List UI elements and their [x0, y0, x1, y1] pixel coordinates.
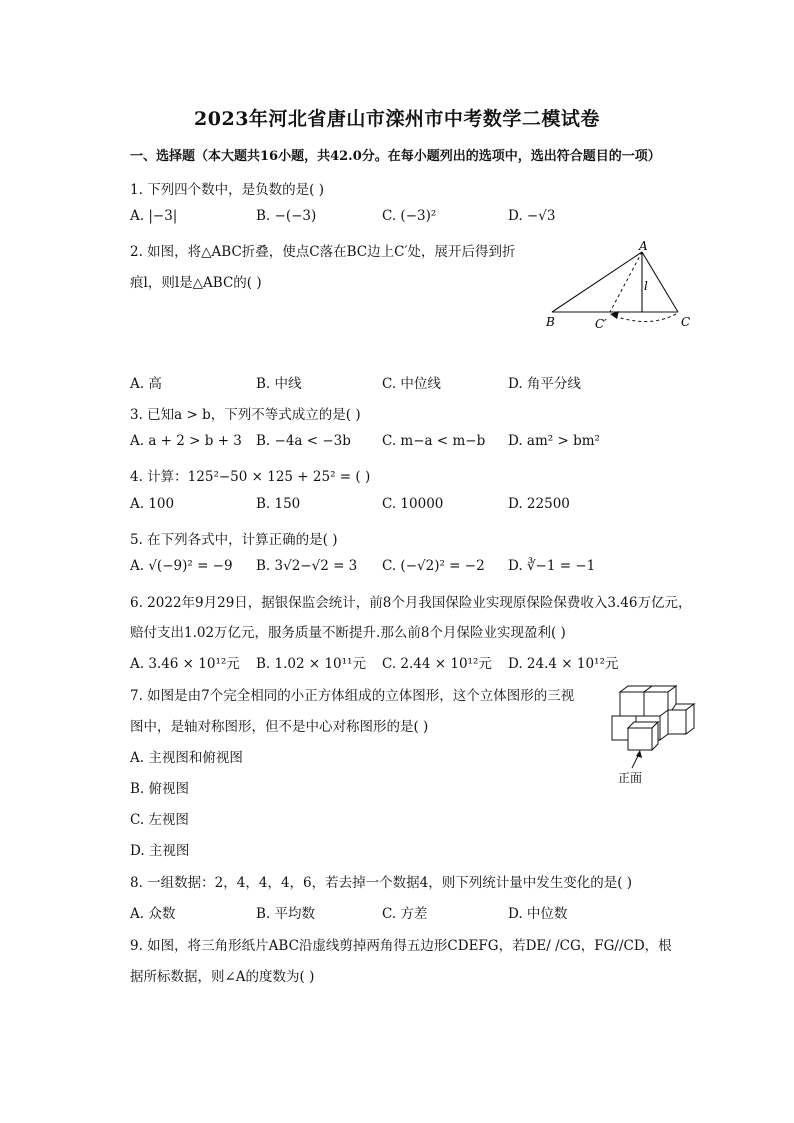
- label-a: A: [639, 239, 648, 253]
- question-3-stem: 3. 已知a > b，下列不等式成立的是( ): [130, 407, 361, 423]
- q8-option-a: A. 众数: [130, 906, 176, 922]
- folded-side-dashed: [610, 252, 642, 312]
- label-l: l: [644, 279, 648, 293]
- question-2-stem-line2: 痕l，则l是△ABC的( ): [130, 275, 262, 291]
- q2-option-b: B. 中线: [256, 376, 302, 392]
- q5-option-b: B. 3√2−√2 = 3: [256, 558, 358, 574]
- question-6-options: [130, 652, 690, 672]
- section-heading: 一、选择题（本大题共16小题，共42.0分。在每小题列出的选项中，选出符合题目的一项）: [130, 149, 661, 164]
- question-6-stem-line2: 赔付支出1.02万亿元，服务质量不断提升.那么前8个月保险业实现盈利( ): [130, 625, 566, 641]
- q7-option-d: D. 主视图: [130, 843, 190, 859]
- q6-option-d: D. 24.4 × 10¹²元: [508, 656, 619, 672]
- triangle-fold-figure: [540, 238, 700, 338]
- question-2-options: [130, 372, 690, 392]
- q5-option-d: D. ∛−1 = −1: [508, 558, 596, 574]
- q5-option-c: C. (−√2)² = −2: [382, 558, 485, 574]
- label-c: C: [681, 315, 691, 329]
- page-title: 2023年河北省唐山市滦州市中考数学二模试卷: [194, 108, 600, 130]
- q4-option-d: D. 22500: [508, 496, 570, 512]
- question-4-stem: 4. 计算：125²−50 × 125 + 25² = ( ): [130, 469, 371, 485]
- q4-option-a: A. 100: [130, 496, 175, 512]
- q7-option-b: B. 俯视图: [130, 781, 190, 797]
- question-1-options: [130, 208, 690, 228]
- question-1-stem: 1. 下列四个数中，是负数的是( ): [130, 182, 324, 198]
- label-c-prime: C′: [595, 317, 607, 331]
- q3-option-d: D. am² > bm²: [508, 433, 600, 449]
- q8-option-b: B. 平均数: [256, 906, 316, 922]
- question-5-options: [130, 558, 690, 578]
- cube-face-6: [628, 728, 652, 750]
- label-b: B: [546, 315, 555, 329]
- q6-option-a: A. 3.46 × 10¹²元: [130, 656, 240, 672]
- cube-face-1: [620, 692, 644, 716]
- fold-arc: [614, 314, 676, 322]
- q1-option-b: B. −(−3): [256, 208, 317, 224]
- question-4-options: [130, 496, 690, 516]
- q2-option-c: C. 中位线: [382, 376, 441, 392]
- question-2-stem-line1: 2. 如图，将△ABC折叠，使点C落在BC边上C′处，展开后得到折: [130, 244, 516, 260]
- q4-option-c: C. 10000: [382, 496, 444, 512]
- question-3-options: [130, 433, 690, 453]
- front-label: 正面: [618, 771, 643, 785]
- cube-side-3: [686, 704, 694, 734]
- q1-option-c: C. (−3)²: [382, 208, 437, 224]
- q1-option-d: D. −√3: [508, 208, 556, 224]
- q6-option-c: C. 2.44 × 10¹²元: [382, 656, 492, 672]
- question-5-stem: 5. 在下列各式中，计算正确的是( ): [130, 532, 338, 548]
- question-9-stem-line1: 9. 如图，将三角形纸片ABC沿虚线剪掉两角得五边形CDEFG，若DE/ /CG，FG//CD，根: [130, 938, 672, 954]
- q2-option-a: A. 高: [130, 376, 162, 392]
- question-9-stem-line2: 据所标数据，则∠A的度数为( ): [130, 969, 315, 985]
- q8-option-c: C. 方差: [382, 906, 428, 922]
- q1-option-a: A. |−3|: [130, 208, 178, 224]
- cube-stack-figure: [606, 684, 706, 788]
- q8-option-d: D. 中位数: [508, 906, 568, 922]
- q3-option-a: A. a + 2 > b + 3: [130, 433, 242, 449]
- q7-option-c: C. 左视图: [130, 812, 189, 828]
- q7-option-a: A. 主视图和俯视图: [130, 750, 243, 766]
- question-7-stem-line1: 7. 如图是由7个完全相同的小正方体组成的立体图形，这个立体图形的三视: [130, 688, 575, 704]
- question-8-options: [130, 902, 690, 922]
- q4-option-b: B. 150: [256, 496, 301, 512]
- question-7-stem-line2: 图中，是轴对称图形，但不是中心对称图形的是( ): [130, 719, 429, 735]
- cube-side-5: [660, 710, 668, 740]
- q2-option-d: D. 角平分线: [508, 376, 581, 392]
- q3-option-c: C. m−a < m−b: [382, 433, 486, 449]
- side-ab: [552, 252, 642, 312]
- q5-option-a: A. √(−9)² = −9: [130, 558, 233, 574]
- front-arrow-icon: [636, 750, 642, 758]
- cube-face-3: [668, 710, 686, 734]
- q3-option-b: B. −4a < −3b: [256, 433, 351, 449]
- question-6-stem-line1: 6. 2022年9月29日，据银保监会统计，前8个月我国保险业实现原保险保费收入3.46万亿元，: [130, 595, 692, 611]
- question-8-stem: 8. 一组数据：2，4，4，4，6，若去掉一个数据4，则下列统计量中发生变化的是( ): [130, 875, 633, 891]
- q6-option-b: B. 1.02 × 10¹¹元: [256, 656, 366, 672]
